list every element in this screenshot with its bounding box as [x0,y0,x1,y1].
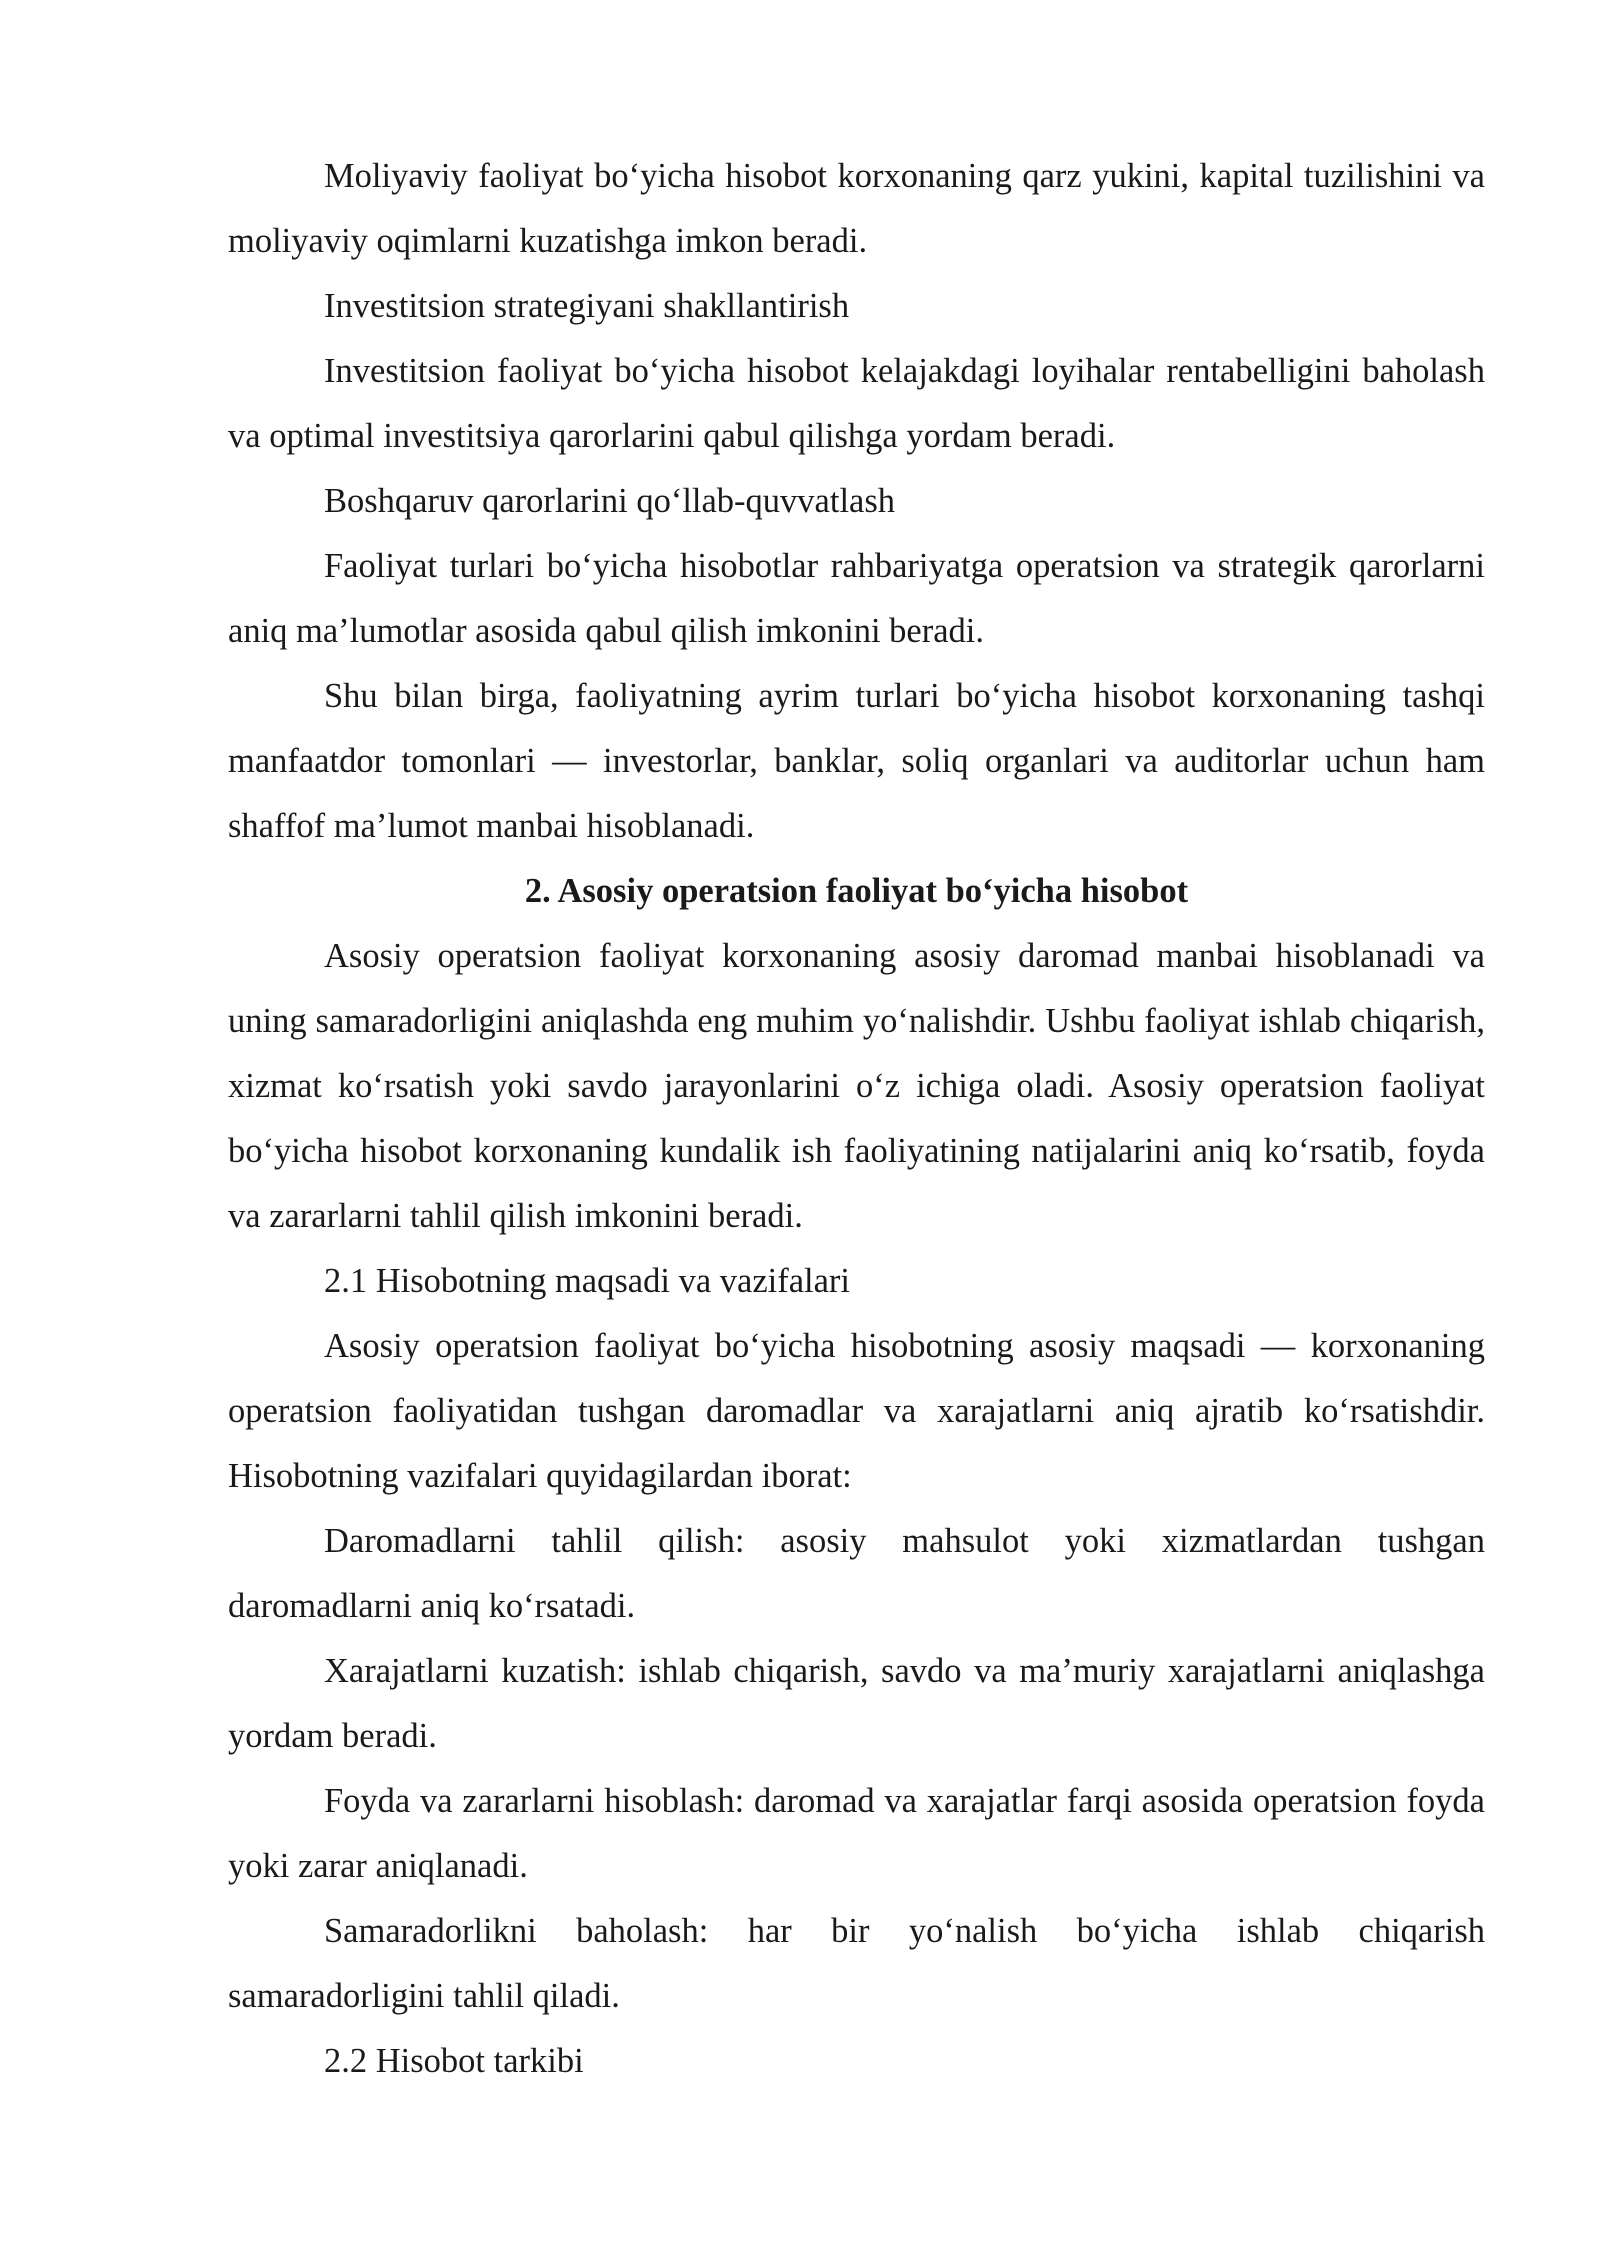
paragraph: Moliyaviy faoliyat bo‘yicha hisobot korxonaning qarz yukini, kapital tuzilishini va moliyaviy oqimlarni kuzatishga imkon beradi. [228,157,1485,260]
paragraph: Asosiy operatsion faoliyat bo‘yicha hisobotning asosiy maqsadi — korxonaning operatsion faoliyatidan tushgan daromadlar va xarajatlarni aniq ajratib ko‘rsatishdir. Hisobotning vazifalari quyidagilardan iborat: [228,1327,1485,1495]
subsection-heading: 2.2 Hisobot tarkibi [324,2042,584,2080]
paragraph: Daromadlarni tahlil qilish: asosiy mahsulot yoki xizmatlardan tushgan daromadlarni aniq ko‘rsatadi. [228,1522,1485,1625]
paragraph: Shu bilan birga, faoliyatning ayrim turlari bo‘yicha hisobot korxonaning tashqi manfaatdor tomonlari — investorlar, banklar, soliq organlari va auditorlar uchun ham shaffof ma’lumot manbai hisoblanadi. [228,677,1485,845]
subsection-heading: 2.1 Hisobotning maqsadi va vazifalari [324,1262,850,1300]
paragraph: Xarajatlarni kuzatish: ishlab chiqarish, savdo va ma’muriy xarajatlarni aniqlashga yordam beradi. [228,1652,1485,1755]
paragraph: Boshqaruv qarorlarini qo‘llab-quvvatlash [324,482,896,520]
paragraph: Foyda va zararlarni hisoblash: daromad va xarajatlar farqi asosida operatsion foyda yoki zarar aniqlanadi. [228,1782,1485,1885]
paragraph: Samaradorlikni baholash: har bir yo‘nalish bo‘yicha ishlab chiqarish samaradorligini tahlil qiladi. [228,1912,1485,2015]
document-body [228,144,1485,2094]
paragraph: Faoliyat turlari bo‘yicha hisobotlar rahbariyatga operatsion va strategik qarorlarni aniq ma’lumotlar asosida qabul qilish imkonini beradi. [228,547,1485,650]
section-heading: 2. Asosiy operatsion faoliyat bo‘yicha hisobot [524,872,1189,910]
paragraph: Asosiy operatsion faoliyat korxonaning asosiy daromad manbai hisoblanadi va uning samaradorligini aniqlashda eng muhim yo‘nalishdir. Ushbu faoliyat ishlab chiqarish, xizmat ko‘rsatish yoki savdo jarayonlarini o‘z ichiga oladi. Asosiy operatsion faoliyat bo‘yicha hisobot korxonaning kundalik ish faoliyatining natijalarini aniq ko‘rsatib, foyda va zararlarni tahlil qilish imkonini beradi. [228,937,1485,1235]
paragraph: Investitsion faoliyat bo‘yicha hisobot kelajakdagi loyihalar rentabelligini baholash va optimal investitsiya qarorlarini qabul qilishga yordam beradi. [228,352,1485,455]
paragraph: Investitsion strategiyani shakllantirish [324,287,850,325]
